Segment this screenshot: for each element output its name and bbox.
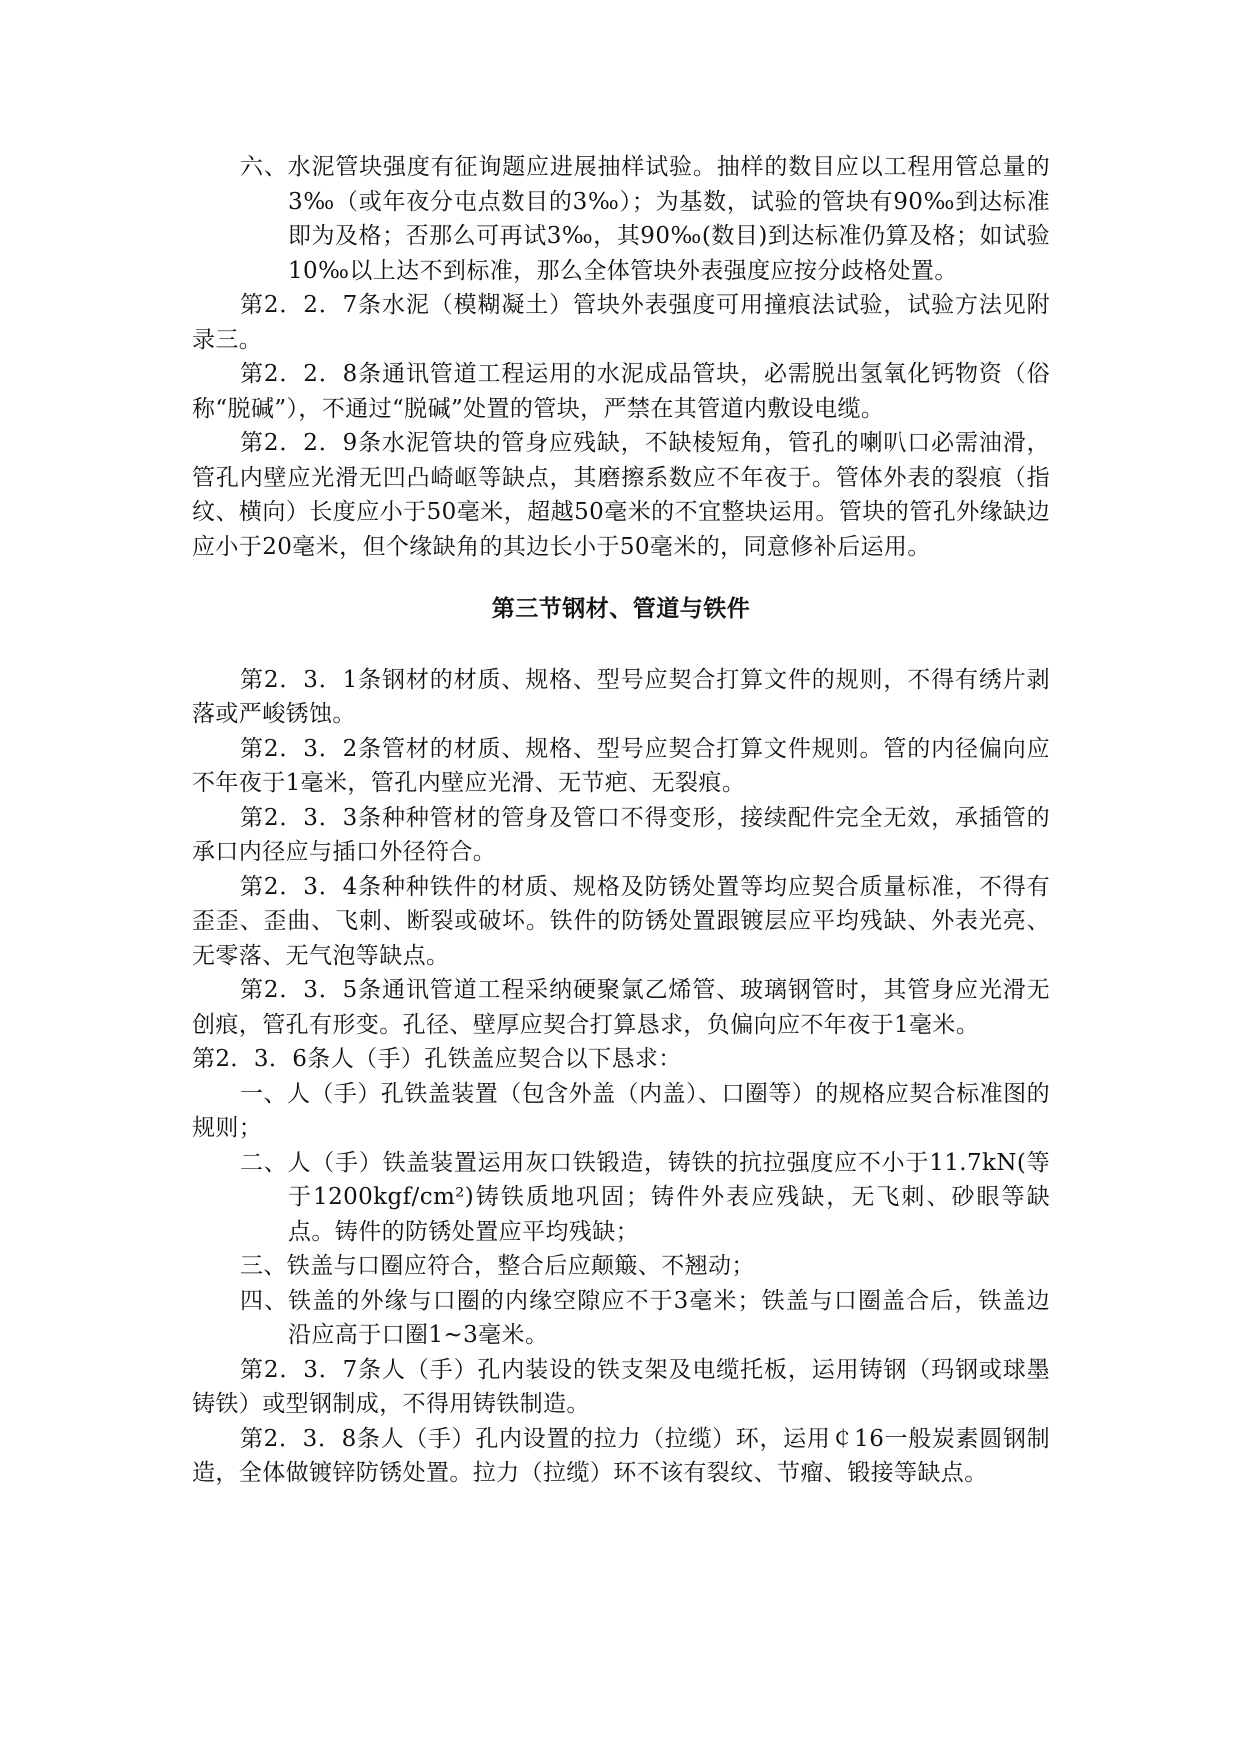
document-page bbox=[192, 150, 1050, 1491]
article-2-3-8: 第2．3．8条人（手）孔内设置的拉力（拉缆）环，运用￠16一般炭素圆钢制造，全体做镀锌防锈处置。拉力（拉缆）环不该有裂纹、节瘤、锻接等缺点。 bbox=[192, 1425, 1050, 1486]
article-2-3-6-item-2: 二、人（手）铁盖装置运用灰口铁锻造，铸铁的抗拉强度应不小于11.7kN(等于1200kgf/cm²)铸铁质地巩固；铸件外表应残缺，无飞刺、砂眼等缺点。铸件的防锈处置应平均残缺； bbox=[240, 1149, 1050, 1245]
article-2-3-6-item-1: 一、人（手）孔铁盖装置（包含外盖（内盖）、口圈等）的规格应契合标准图的规则； bbox=[192, 1080, 1050, 1141]
article-2-3-4: 第2．3．4条种种铁件的材质、规格及防锈处置等均应契合质量标准，不得有歪歪、歪曲、飞刺、断裂或破坏。铁件的防锈处置跟镀层应平均残缺、外表光亮、无零落、无气泡等缺点。 bbox=[192, 873, 1050, 969]
article-2-2-8: 第2．2．8条通讯管道工程运用的水泥成品管块，必需脱出氢氧化钙物资（俗称“脱碱”），不通过“脱碱”处置的管块，严禁在其管道内敷设电缆。 bbox=[192, 361, 1050, 422]
article-2-3-3: 第2．3．3条种种管材的管身及管口不得变形，接续配件完全无效，承插管的承口内径应与插口外径符合。 bbox=[192, 804, 1050, 865]
item-6-sampling-test: 六、水泥管块强度有征询题应进展抽样试验。抽样的数目应以工程用管总量的3‰（或年夜分屯点数目的3‰）；为基数，试验的管块有90‰到达标准即为及格；否那么可再试3‰，其90‰(数目)到达标准仍算及格；如试验10‰以上达不到标准，那么全体管块外表强度应按分歧格处置。 bbox=[240, 154, 1050, 284]
article-2-3-6-intro: 第2．3．6条人（手）孔铁盖应契合以下恳求： bbox=[192, 1046, 682, 1072]
article-2-3-5: 第2．3．5条通讯管道工程采纳硬聚氯乙烯管、玻璃钢管时，其管身应光滑无创痕，管孔有形变。孔径、壁厚应契合打算恳求，负偏向应不年夜于1毫米。 bbox=[192, 977, 1050, 1038]
section-heading: 第三节钢材、管道与铁件 bbox=[491, 596, 751, 622]
article-2-2-9: 第2．2．9条水泥管块的管身应残缺，不缺棱短角，管孔的喇叭口必需油滑，管孔内壁应光滑无凹凸崎岖等缺点，其磨擦系数应不年夜于。管体外表的裂痕（指纹、横向）长度应小于50毫米，超越50毫米的不宜整块运用。管块的管孔外缘缺边应小于20毫米，但个缘缺角的其边长小于50毫米的，同意修补后运用。 bbox=[192, 430, 1050, 560]
article-2-3-1: 第2．3．1条钢材的材质、规格、型号应契合打算文件的规则，不得有绣片剥落或严峻锈蚀。 bbox=[192, 666, 1050, 727]
article-2-2-7: 第2．2．7条水泥（模糊凝土）管块外表强度可用撞痕法试验，试验方法见附录三。 bbox=[192, 292, 1050, 353]
article-2-3-7: 第2．3．7条人（手）孔内装设的铁支架及电缆托板，运用铸钢（玛钢或球墨铸铁）或型钢制成，不得用铸铁制造。 bbox=[192, 1356, 1050, 1417]
article-2-3-6-item-3: 三、铁盖与口圈应符合，整合后应颠簸、不翘动； bbox=[240, 1253, 755, 1279]
article-2-3-6-item-4: 四、铁盖的外缘与口圈的内缘空隙应不于3毫米；铁盖与口圈盖合后，铁盖边沿应高于口圈1~3毫米。 bbox=[240, 1287, 1050, 1348]
article-2-3-2: 第2．3．2条管材的材质、规格、型号应契合打算文件规则。管的内径偏向应不年夜于1毫米，管孔内壁应光滑、无节疤、无裂痕。 bbox=[192, 735, 1050, 796]
